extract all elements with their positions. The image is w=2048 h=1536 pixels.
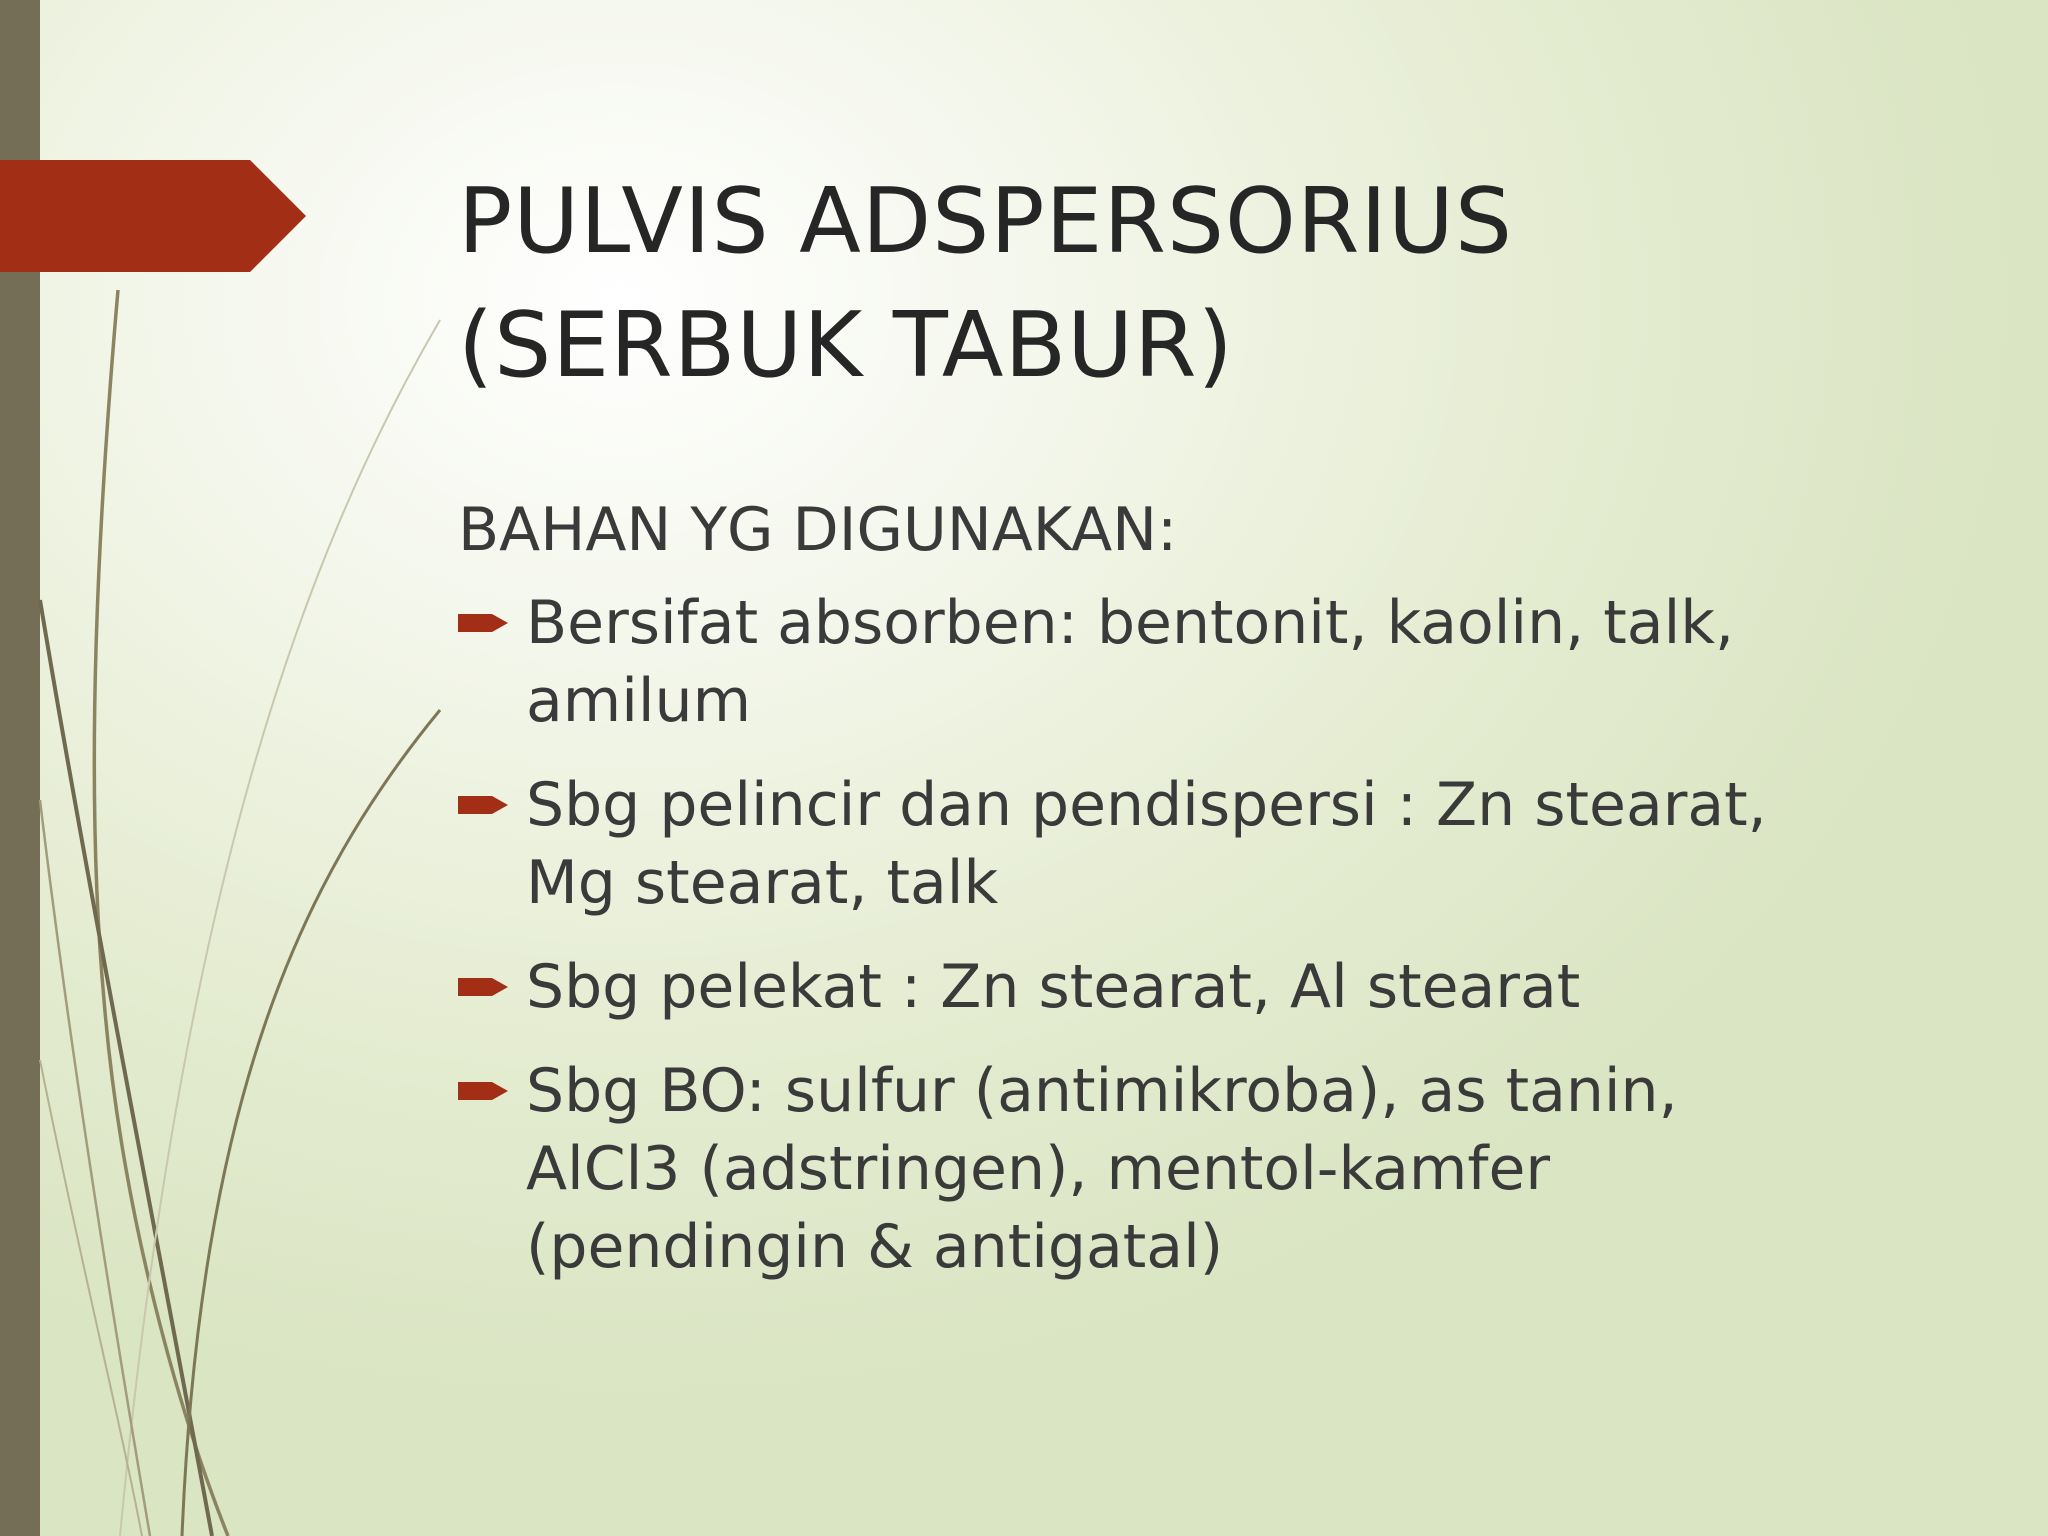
bullet-text-line: amilum: [526, 666, 752, 736]
bullet-item: [458, 766, 1938, 922]
bullet-text-line: Sbg pelekat : Zn stearat, Al stearat: [526, 952, 1581, 1022]
bullet-item: [458, 584, 1938, 740]
arrow-bullet-icon: [458, 790, 508, 820]
bullet-text-line: Bersifat absorben: bentonit, kaolin, talk,: [526, 588, 1735, 658]
arrow-bullet-icon: [458, 972, 508, 1002]
bullet-item: [458, 1052, 1938, 1286]
bullet-text-line: Sbg BO: sulfur (antimikroba), as tanin,: [526, 1056, 1678, 1126]
slide-title: [458, 160, 1958, 408]
bullet-text-line: (pendingin & antigatal): [526, 1212, 1224, 1282]
title-accent-flag: [0, 160, 306, 272]
slide-content: [458, 490, 1938, 1312]
arrow-bullet-icon: [458, 1076, 508, 1106]
bullet-text-line: Mg stearat, talk: [526, 848, 999, 918]
content-heading: BAHAN YG DIGUNAKAN:: [458, 495, 1178, 565]
bullet-item: [458, 948, 1938, 1026]
bullet-text-line: AlCl3 (adstringen), mentol-kamfer: [526, 1134, 1551, 1204]
slide-title-line: PULVIS ADSPERSORIUS: [458, 169, 1513, 274]
bullet-text-line: Sbg pelincir dan pendispersi : Zn stearat,: [526, 770, 1767, 840]
bullet-list: [458, 584, 1938, 1286]
slide-title-line: (SERBUK TABUR): [458, 293, 1234, 398]
arrow-bullet-icon: [458, 608, 508, 638]
